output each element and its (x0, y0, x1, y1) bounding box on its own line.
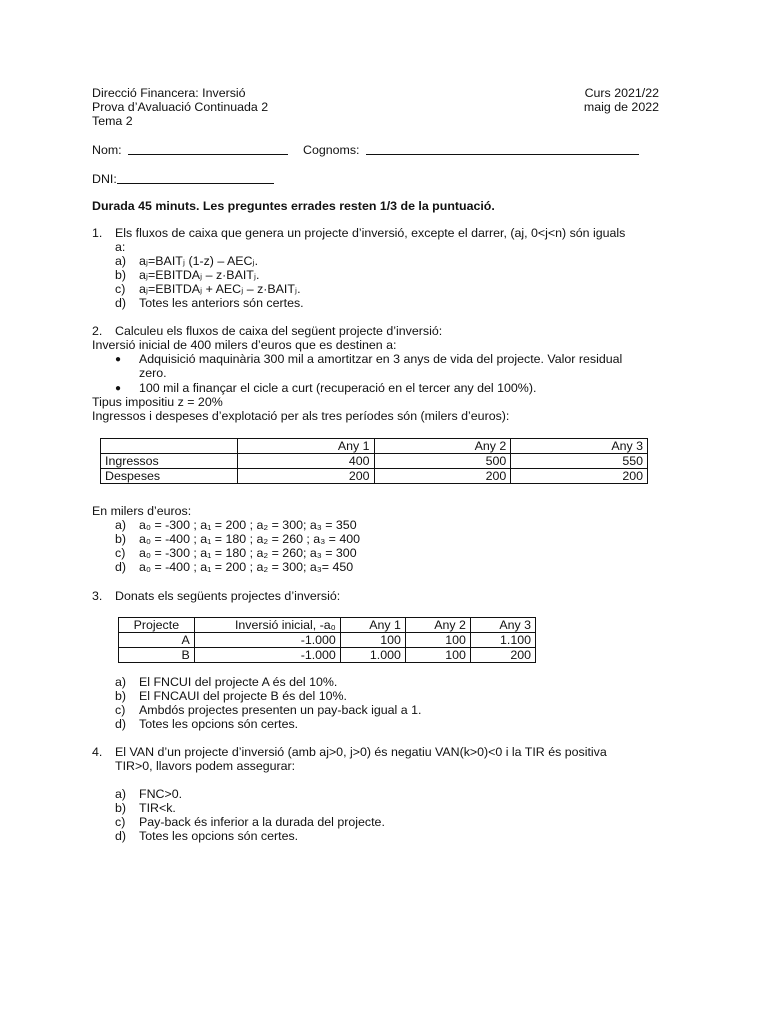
q1-option-d[interactable]: d) (115, 296, 127, 310)
table-cell: A (119, 633, 195, 648)
exam-title: Prova d’Avaluació Continuada 2 (92, 100, 269, 114)
q4-option-a-text: FNC>0. (139, 787, 183, 801)
q4-option-b[interactable]: b) (115, 801, 127, 815)
q3-option-d[interactable]: d) (115, 717, 127, 731)
q2-option-d[interactable]: d) (115, 560, 127, 574)
table-header-cell: Any 3 (511, 439, 648, 454)
table-cell: 200 (237, 469, 374, 484)
q4-option-c[interactable]: c) (115, 815, 126, 829)
table-cell: 500 (374, 454, 511, 469)
q1-text: Els fluxos de caixa que genera un projecte d’inversió, excepte el darrer, (aj, 0<j<n) són iguals (115, 226, 626, 240)
q2-unit-line: En milers d’euros: (92, 504, 192, 518)
course-title: Direcció Financera: Inversió (92, 86, 246, 100)
table-header-cell (101, 439, 238, 454)
q2-number: 2. (92, 324, 103, 338)
q4-number: 4. (92, 745, 103, 759)
table-cell: 200 (470, 648, 535, 663)
table-row (101, 469, 648, 484)
q2-option-c[interactable]: c) (115, 546, 126, 560)
table-cell: -1.000 (194, 633, 340, 648)
table-cell: Despeses (101, 469, 238, 484)
table-cell: 550 (511, 454, 648, 469)
nom-label: Nom: (92, 143, 122, 157)
q3-option-c-text: Ambdós projectes presenten un pay-back igual a 1. (139, 703, 422, 717)
q4-text: El VAN d’un projecte d’inversió (amb aj>0, j>0) és negatiu VAN(k>0)<0 i la TIR és positiva (115, 745, 607, 759)
table-header-row (101, 439, 648, 454)
table-header-cell: Any 2 (405, 618, 470, 633)
q1-text-cont: a: (115, 240, 126, 254)
q3-option-b[interactable]: b) (115, 689, 127, 703)
academic-year: Curs 2021/22 (584, 86, 659, 100)
table-row (101, 454, 648, 469)
q1-option-a[interactable]: a) (115, 254, 127, 268)
q2-option-a-text: a₀ = -300 ; a₁ = 200 ; a₂ = 300; a₃ = 350 (139, 518, 357, 532)
q2-bullet-2: 100 mil a finançar el cicle a curt (recuperació en el tercer any del 100%). (139, 381, 537, 395)
q2-tax-rate: Tipus impositiu z = 20% (92, 395, 223, 409)
table-row (119, 648, 536, 663)
nom-field[interactable] (128, 154, 288, 155)
q1-option-b-text: aⱼ=EBITDAⱼ – z·BAITⱼ. (139, 268, 260, 282)
bullet-icon: ● (115, 383, 122, 394)
table-cell: 200 (511, 469, 648, 484)
q2-option-c-text: a₀ = -300 ; a₁ = 180 ; a₂ = 260; a₃ = 300 (139, 546, 357, 560)
q3-table (118, 617, 536, 663)
table-header-cell: Projecte (119, 618, 195, 633)
dni-field[interactable] (117, 183, 274, 184)
table-header-cell: Any 1 (237, 439, 374, 454)
table-cell: 100 (405, 648, 470, 663)
q4-option-a[interactable]: a) (115, 787, 127, 801)
q1-option-d-text: Totes les anteriors són certes. (139, 296, 304, 310)
cognoms-label: Cognoms: (303, 143, 360, 157)
table-cell: 100 (340, 633, 405, 648)
cognoms-field[interactable] (366, 154, 639, 155)
instructions: Durada 45 minuts. Les preguntes errades resten 1/3 de la puntuació. (92, 199, 495, 213)
table-cell: 100 (405, 633, 470, 648)
q4-option-d[interactable]: d) (115, 829, 127, 843)
table-cell: 200 (374, 469, 511, 484)
table-header-cell: Any 3 (470, 618, 535, 633)
q3-number: 3. (92, 589, 103, 603)
q1-number: 1. (92, 226, 103, 240)
table-header-cell: Any 1 (340, 618, 405, 633)
table-cell: Ingressos (101, 454, 238, 469)
q4-option-b-text: TIR<k. (139, 801, 176, 815)
dni-label: DNI: (92, 172, 117, 186)
table-header-cell: Inversió inicial, -a₀ (194, 618, 340, 633)
q2-bullet-1: Adquisició maquinària 300 mil a amortitzar en 3 anys de vida del projecte. Valor residual (139, 352, 623, 366)
q3-option-a[interactable]: a) (115, 675, 127, 689)
q4-text-cont: TIR>0, llavors podem assegurar: (115, 759, 296, 773)
q3-option-a-text: El FNCUI del projecte A és del 10%. (139, 675, 338, 689)
q2-option-b[interactable]: b) (115, 532, 127, 546)
q2-option-b-text: a₀ = -400 ; a₁ = 180 ; a₂ = 260 ; a₃ = 400 (139, 532, 361, 546)
q3-text: Donats els següents projectes d’inversió: (115, 589, 341, 603)
table-row (119, 633, 536, 648)
q3-option-d-text: Totes les opcions són certes. (139, 717, 299, 731)
q2-bullet-1-cont: zero. (139, 366, 167, 380)
table-cell: 1.000 (340, 648, 405, 663)
q3-option-c[interactable]: c) (115, 703, 126, 717)
q2-income-line: Ingressos i despeses d’explotació per als tres períodes són (milers d’euros): (92, 409, 510, 423)
q2-text: Calculeu els fluxos de caixa del següent projecte d’inversió: (115, 324, 443, 338)
table-cell: 400 (237, 454, 374, 469)
q2-investment-line: Inversió inicial de 400 milers d’euros que es destinen a: (92, 338, 397, 352)
exam-date: maig de 2022 (583, 100, 659, 114)
table-cell: B (119, 648, 195, 663)
q4-option-c-text: Pay-back és inferior a la durada del projecte. (139, 815, 385, 829)
table-cell: -1.000 (194, 648, 340, 663)
topic-label: Tema 2 (92, 114, 133, 128)
bullet-icon: ● (115, 354, 122, 365)
q2-table (100, 438, 648, 484)
q1-option-a-text: aⱼ=BAITⱼ (1-z) – AECⱼ. (139, 254, 259, 268)
table-cell: 1.100 (470, 633, 535, 648)
table-header-row (119, 618, 536, 633)
q3-option-b-text: El FNCAUI del projecte B és del 10%. (139, 689, 347, 703)
table-header-cell: Any 2 (374, 439, 511, 454)
q2-option-a[interactable]: a) (115, 518, 127, 532)
q4-option-d-text: Totes les opcions són certes. (139, 829, 299, 843)
q1-option-c-text: aⱼ=EBITDAⱼ + AECⱼ – z·BAITⱼ. (139, 282, 301, 296)
q2-option-d-text: a₀ = -400 ; a₁ = 200 ; a₂ = 300; a₃= 450 (139, 560, 354, 574)
q1-option-c[interactable]: c) (115, 282, 126, 296)
q1-option-b[interactable]: b) (115, 268, 127, 282)
